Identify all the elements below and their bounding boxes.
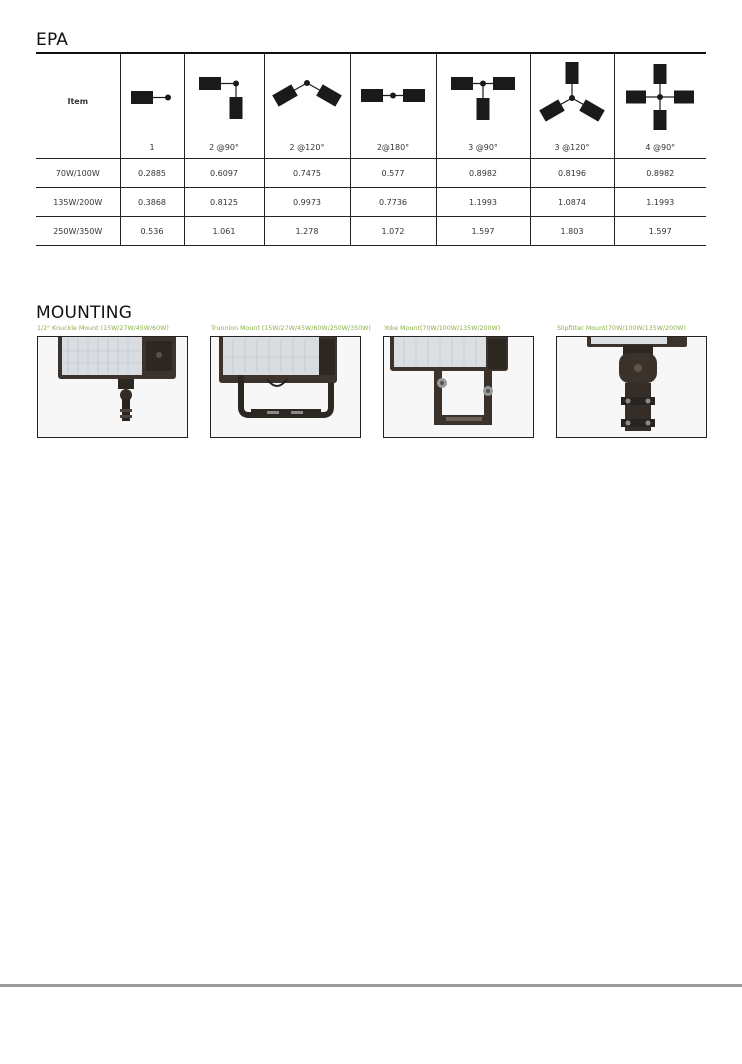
config-cell-6	[530, 53, 614, 159]
epa-value: 0.8196	[530, 159, 614, 188]
epa-value: 1.061	[184, 217, 264, 246]
epa-value: 0.3868	[120, 188, 184, 217]
config-label: 1	[149, 143, 155, 152]
config-cell-1	[120, 53, 184, 159]
config-label: 3 @120°	[554, 143, 590, 152]
epa-value: 1.597	[648, 226, 672, 236]
item-header-cell	[36, 53, 120, 159]
epa-header-row	[36, 53, 706, 159]
epa-value: 0.2885	[120, 159, 184, 188]
epa-value: 1.1993	[436, 188, 530, 217]
item-header-label: Item	[67, 97, 89, 106]
trunnion-mount-photo	[210, 336, 361, 438]
knuckle-mount-photo	[37, 336, 188, 438]
four-heads-90-icon	[622, 60, 698, 130]
table-row	[36, 188, 706, 217]
epa-value: 1.803	[530, 217, 614, 246]
epa-value: 0.8982	[436, 159, 530, 188]
table-row	[36, 217, 706, 246]
config-label: 4 @90°	[645, 143, 676, 152]
epa-table	[36, 52, 706, 246]
epa-value: 0.8125	[184, 188, 264, 217]
config-label: 2 @90°	[209, 143, 239, 152]
footer-divider	[0, 984, 742, 987]
epa-title: EPA	[36, 30, 69, 50]
config-label: 2 @120°	[289, 143, 325, 152]
mount-caption: Trunnion Mount (15W/27W/45W/60W/250W/350W)	[211, 325, 371, 332]
mount-caption: 1/2" Knuckle Mount (15W/27W/45W/60W)	[37, 325, 169, 332]
mount-caption: Yoke Mount(70W/100W/135W/200W)	[384, 325, 501, 332]
config-cell-4	[350, 53, 436, 159]
three-heads-120-icon	[534, 60, 610, 130]
mounting-title: MOUNTING	[36, 303, 133, 323]
row-item: 250W/350W	[36, 217, 120, 246]
epa-value: 1.597	[436, 217, 530, 246]
epa-value: 1.0874	[530, 188, 614, 217]
config-cell-3	[264, 53, 350, 159]
three-heads-90-icon	[445, 60, 521, 130]
config-label: 2@180°	[376, 143, 410, 152]
single-head-icon	[124, 60, 180, 130]
epa-value: 0.6097	[184, 159, 264, 188]
config-label: 3 @90°	[468, 143, 498, 152]
two-heads-120-icon	[269, 60, 345, 130]
table-row	[36, 159, 706, 188]
config-cell-7	[614, 53, 706, 159]
config-cell-2	[184, 53, 264, 159]
epa-value: 0.536	[120, 217, 184, 246]
epa-value: 1.072	[350, 217, 436, 246]
config-cell-5	[436, 53, 530, 159]
epa-value: 0.9973	[264, 188, 350, 217]
epa-value: 0.7475	[264, 159, 350, 188]
epa-value: 0.577	[350, 159, 436, 188]
mount-caption: Slipfitter Mount(70W/100W/135W/200W)	[557, 325, 686, 332]
two-heads-180-icon	[357, 60, 429, 130]
two-heads-90-icon	[194, 60, 254, 130]
row-item: 70W/100W	[36, 159, 120, 188]
epa-value: 1.278	[264, 217, 350, 246]
epa-value: 0.8982	[646, 168, 675, 178]
epa-value: 0.7736	[350, 188, 436, 217]
epa-value: 1.1993	[646, 197, 675, 207]
slipfitter-mount-photo	[556, 336, 707, 438]
yoke-mount-photo	[383, 336, 534, 438]
row-item: 135W/200W	[36, 188, 120, 217]
